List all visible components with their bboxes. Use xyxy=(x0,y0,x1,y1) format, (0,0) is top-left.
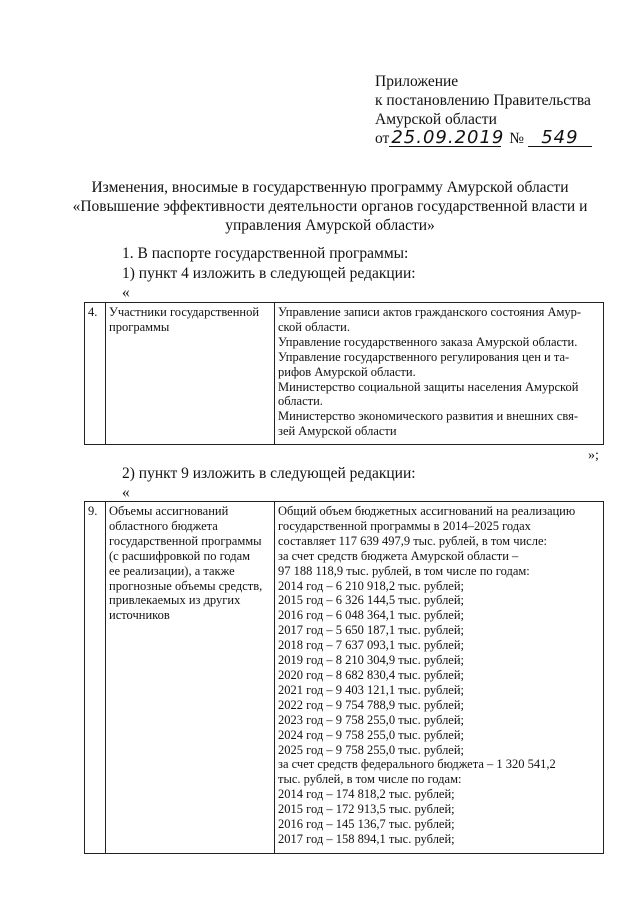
close-quote-1: »; xyxy=(588,448,599,463)
content-line: 2016 год – 145 136,7 тыс. рублей; xyxy=(278,817,455,832)
content-line: 2016 год – 6 048 364,1 тыс. рублей; xyxy=(278,608,465,623)
content-line: 2020 год – 8 682 830,4 тыс. рублей; xyxy=(278,667,465,682)
content-line: 2025 год – 9 758 255,0 тыс. рублей; xyxy=(278,742,465,757)
number-label: № xyxy=(509,130,524,147)
content-line: 2024 год – 9 758 255,0 тыс. рублей; xyxy=(278,727,465,742)
content-line: тыс. рублей, в том числе по годам: xyxy=(278,772,462,787)
content-line: за счет средств федерального бюджета – 1 320 541,2 xyxy=(278,757,556,772)
content-line: 2023 год – 9 758 255,0 тыс. рублей; xyxy=(278,712,465,727)
appendix-decree: к постановлению Правительства xyxy=(375,92,591,109)
content-line: 2017 год – 5 650 187,1 тыс. рублей; xyxy=(278,623,465,638)
content-line: 2018 год – 7 637 093,1 тыс. рублей; xyxy=(278,638,465,653)
content-line: рифов Амурской области. xyxy=(278,364,416,379)
open-quote-1: « xyxy=(122,284,130,301)
row-label: Участники государственной программы xyxy=(106,303,275,445)
label-line: привлекаемых из других xyxy=(109,593,241,608)
appendix-block xyxy=(375,72,592,148)
label-line: источников xyxy=(109,608,170,623)
section-1-item-1: 1) пункт 4 изложить в следующей редакции: xyxy=(122,265,416,282)
content-line: 97 188 118,9 тыс. рублей, в том числе по годам: xyxy=(278,563,530,578)
content-line: 2022 год – 9 754 788,9 тыс. рублей; xyxy=(278,697,465,712)
table-row xyxy=(85,303,604,445)
document-heading xyxy=(40,178,620,235)
label-line: Объемы ассигнований xyxy=(109,504,229,518)
content-line: Управление государственного регулирования цен и та- xyxy=(278,349,570,364)
decree-date: 25.09.2019 xyxy=(391,127,505,148)
content-line: составляет 117 639 497,9 тыс. рублей, в том числе: xyxy=(278,533,547,548)
content-line: ской области. xyxy=(278,319,350,334)
content-line: Министерство социальной защиты населения Амурской xyxy=(278,379,579,394)
section-1-item-2: 2) пункт 9 изложить в следующей редакции: xyxy=(122,465,416,482)
passport-table-item-4 xyxy=(84,302,604,445)
content-line: Министерство экономического развития и внешних свя- xyxy=(278,409,579,424)
content-line: Управление государственного заказа Амурской области. xyxy=(278,334,578,349)
heading-line-1: Изменения, вносимые в государственную программу Амурской области xyxy=(91,179,569,196)
label-line: прогнозные объемы средств, xyxy=(109,578,263,593)
content-line: 2015 год – 6 326 144,5 тыс. рублей; xyxy=(278,593,465,608)
content-line: 2019 год – 8 210 304,9 тыс. рублей; xyxy=(278,653,465,668)
content-line: за счет средств бюджета Амурской области – xyxy=(278,548,519,563)
appendix-date-line xyxy=(375,129,592,148)
open-quote-2: « xyxy=(122,484,130,501)
heading-line-3: управления Амурской области» xyxy=(225,217,435,234)
table-row xyxy=(85,502,604,854)
content-line: 2014 год – 6 210 918,2 тыс. рублей; xyxy=(278,578,465,593)
content-line: области. xyxy=(278,394,323,409)
row-content xyxy=(275,502,604,854)
content-line: 2017 год – 158 894,1 тыс. рублей; xyxy=(278,831,455,846)
label-line: областного бюджета xyxy=(109,518,218,533)
heading-line-2: «Повышение эффективности деятельности органов государственной власти и xyxy=(72,198,588,215)
content-line: 2014 год – 174 818,2 тыс. рублей; xyxy=(278,787,455,802)
appendix-title: Приложение xyxy=(375,73,459,90)
content-line: Управление записи актов гражданского состояния Амур- xyxy=(278,305,582,319)
from-label: от xyxy=(375,130,390,147)
content-line: 2021 год – 9 403 121,1 тыс. рублей; xyxy=(278,682,465,697)
label-line: (с расшифровкой по годам xyxy=(109,548,251,563)
content-line: Общий объем бюджетных ассигнований на реализацию xyxy=(278,504,576,518)
row-content xyxy=(275,303,604,445)
label-line: ее реализации), а также xyxy=(109,563,235,578)
label-line: государственной программы xyxy=(109,533,262,548)
content-line: зей Амурской области xyxy=(278,424,397,439)
row-number: 4. xyxy=(85,303,106,445)
row-label xyxy=(106,502,275,854)
section-1-title: 1. В паспорте государственной программы: xyxy=(122,245,409,262)
row-number: 9. xyxy=(85,502,106,854)
content-line: 2015 год – 172 913,5 тыс. рублей; xyxy=(278,802,455,817)
content-line: государственной программы в 2014–2025 годах xyxy=(278,518,531,533)
decree-number: 549 xyxy=(528,130,592,147)
passport-table-item-9 xyxy=(84,501,604,854)
appendix-region: Амурской области xyxy=(375,111,497,128)
